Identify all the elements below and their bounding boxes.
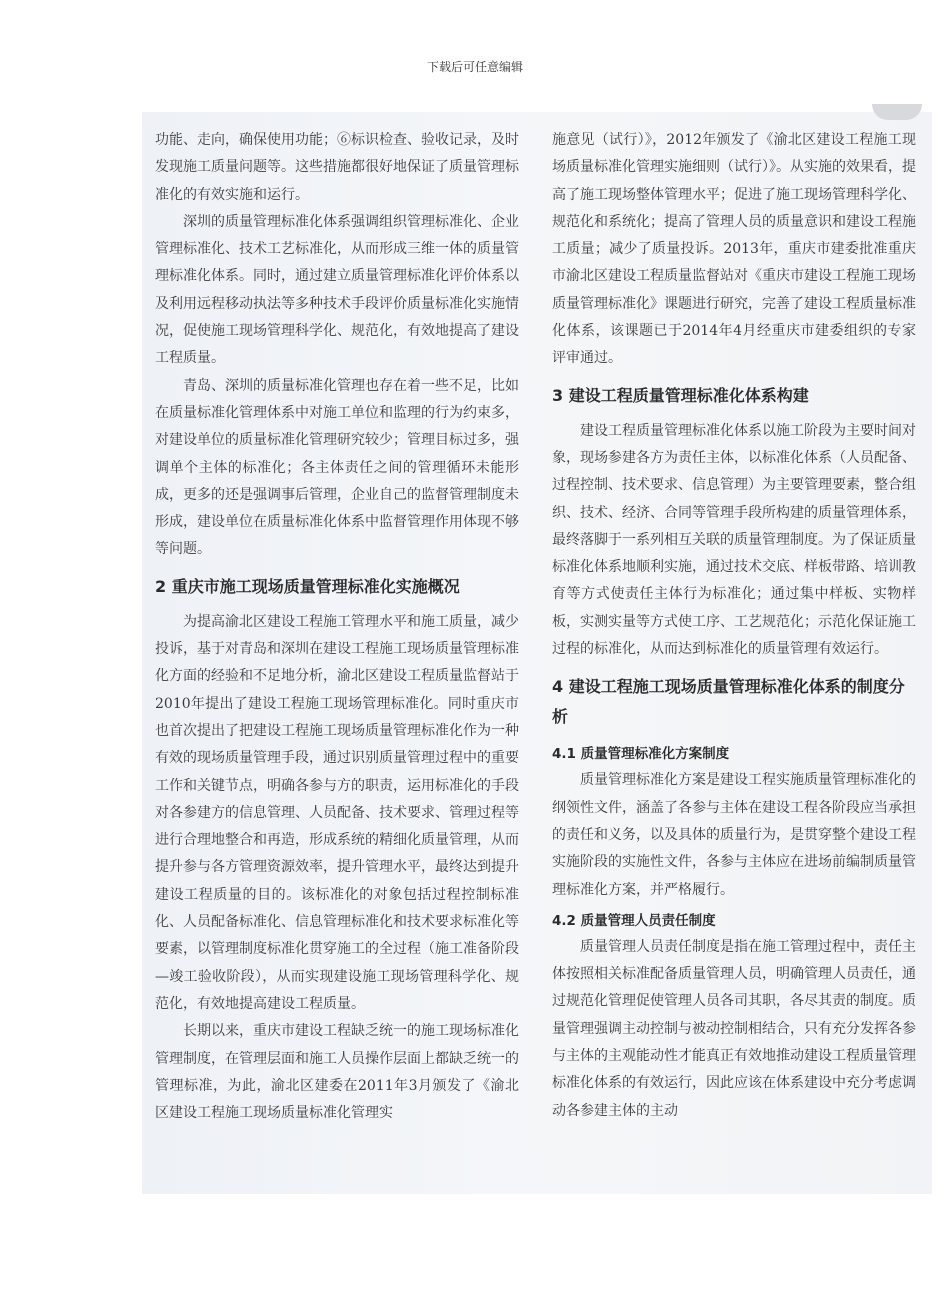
subsection-heading-4-1: 4.1 质量管理标准化方案制度 xyxy=(552,746,730,763)
left-column xyxy=(155,127,519,1127)
right-column xyxy=(552,127,916,1125)
section-heading-3: 3 建设工程质量管理标准化体系构建 xyxy=(552,385,809,405)
paragraph: 为提高渝北区建设工程施工管理水平和施工质量，减少投诉，基于对青岛和深圳在建设工程施工现场质量管理标准化方面的经验和不足地分析，渝北区建设工程质量监督站于2010年提出了建设工程施工现场管理标准化。同时重庆市也首次提出了把建设工程施工现场质量管理标准化作为一种有效的现场质量管理手段，通过识别质量管理过程中的重要工作和关键节点，明确各参与方的职责，运用标准化的手段对各参建方的信息管理、人员配备、技术要求、管理过程等进行合理地整合和再造，形成系统的精细化质量管理，从而提升参与各方管理资源效率，提升管理水平，最终达到提升建设工程质量的目的。该标准化的对象包括过程控制标准化、人员配备标准化、信息管理标准化和技术要求标准化等要素，以管理制度标准化贯穿施工的全过程（施工准备阶段—竣工验收阶段），从而实现建设施工现场管理科学化、规范化，有效地提高建设工程质量。 xyxy=(155,613,519,1012)
paragraph: 功能、走向，确保使用功能；⑥标识检查、验收记录，及时发现施工质量问题等。这些措施都很好地保证了质量管理标准化的有效实施和运行。 xyxy=(155,132,519,203)
paragraph: 施意见（试行）》，2012年颁发了《渝北区建设工程施工现场质量标准化管理实施细则（试行）》。从实施的效果看，提高了施工现场整体管理水平；促进了施工现场管理科学化、规范化和系统化；提高了管理人员的质量意识和建设工程施工质量；减少了质量投诉。2013年，重庆市建委批准重庆市渝北区建设工程质量监督站对《重庆市建设工程施工现场质量管理标准化》课题进行研究，完善了建设工程质量标准化体系，该课题已于2014年4月经重庆市建委组织的专家评审通过。 xyxy=(552,132,916,367)
section-heading-4: 4 建设工程施工现场质量管理标准化体系的制度分析 xyxy=(552,677,905,727)
subsection-heading-4-2: 4.2 质量管理人员责任制度 xyxy=(552,912,716,929)
section-heading-2: 2 重庆市施工现场质量管理标准化实施概况 xyxy=(155,576,460,596)
paragraph: 质量管理标准化方案是建设工程实施质量管理标准化的纲领性文件，涵盖了各参与主体在建设工程各阶段应当承担的责任和义务，以及具体的质量行为，是贯穿整个建设工程实施阶段的实施性文件，各参与主体应在进场前编制质量管理标准化方案，并严格履行。 xyxy=(552,772,916,898)
paragraph: 长期以来，重庆市建设工程缺乏统一的施工现场标准化管理制度，在管理层面和施工人员操作层面上都缺乏统一的管理标准，为此，渝北区建委在2011年3月颁发了《渝北区建设工程施工现场质量标准化管理实 xyxy=(155,1023,519,1122)
paragraph: 深圳的质量管理标准化体系强调组织管理标准化、企业管理标准化、技术工艺标准化，从而形成三维一体的质量管理标准化体系。同时，通过建立质量管理标准化评价体系以及利用远程移动执法等多种技术手段评价质量标准化实施情况，促使施工现场管理科学化、规范化，有效地提高了建设工程质量。 xyxy=(155,213,519,367)
paragraph: 建设工程质量管理标准化体系以施工阶段为主要时间对象，现场参建各方为责任主体，以标准化体系（人员配备、过程控制、技术要求、信息管理）为主要管理要素，整合组织、技术、经济、合同等管理手段所构建的质量管理体系，最终落脚于一系列相互关联的质量管理制度。为了保证质量标准化体系地顺利实施，通过技术交底、样板带路、培训教育等方式使责任主体行为标准化；通过集中样板、实物样板，实测实量等方式使工序、工艺规范化；示范化保证施工过程的标准化，从而达到标准化的质量管理有效运行。 xyxy=(552,422,916,658)
paragraph: 质量管理人员责任制度是指在施工管理过程中，责任主体按照相关标准配备质量管理人员，明确管理人员责任，通过规范化管理促使管理人员各司其职，各尽其责的制度。质量管理强调主动控制与被动控制相结合，只有充分发挥各参与主体的主观能动性才能真正有效地推动建设工程质量管理标准化体系的有效运行，因此应该在体系建设中充分考虑调动各参建主体的主动 xyxy=(552,938,916,1119)
paragraph: 青岛、深圳的质量标准化管理也存在着一些不足，比如在质量标准化管理体系中对施工单位和监理的行为约束多，对建设单位的质量标准化管理研究较少；管理目标过多，强调单个主体的标准化；各主体责任之间的管理循环未能形成，更多的还是强调事后管理，企业自己的监督管理制度未形成，建设单位在质量标准化体系中监督管理作用体现不够等问题。 xyxy=(155,377,519,558)
download-note: 下载后可任意编辑 xyxy=(426,60,523,74)
